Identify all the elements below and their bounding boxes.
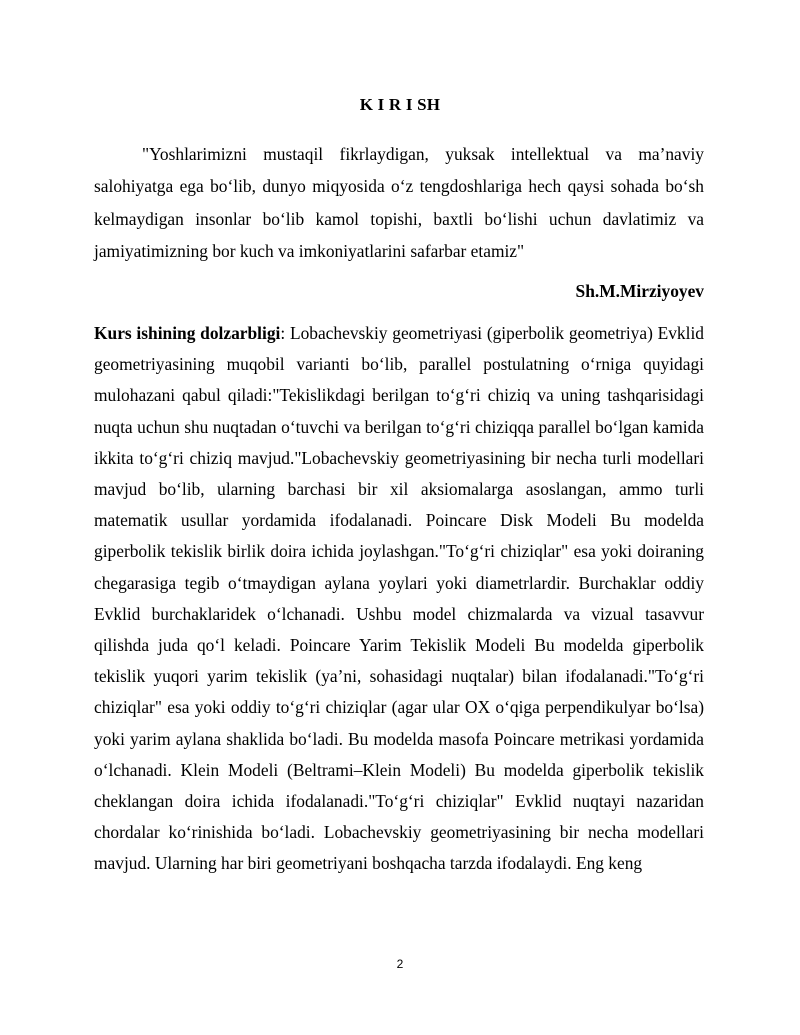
section-heading: K I R I SH (359, 95, 441, 114)
paragraph-lead: Kurs ishining dolzarbligi (94, 323, 281, 343)
page-number: 2 (396, 957, 404, 971)
paragraph-body: Lobachevskiy geometriyasi (giperbolik geometriya) Evklid geometriyasining muqobil varianti bo‘lib, parallel postulatning o‘rniga quyidagi mulohazani qabul qiladi:"Tekislikdagi berilgan to‘g‘ri chiziq va uning tashqarisidagi nuqta uchun shu nuqtadan o‘tuvchi va berilgan to‘g‘ri chiziqqa parallel bo‘lgan kamida ikkita to‘g‘ri chiziq mavjud."Lobachevskiy geometriyasining bir necha turli modellari mavjud bo‘lib, ularning barchasi bir xil aksiomalarga asoslangan, ammo turli matematik usullar yordamida ifodalanadi. Poincare Disk Modeli Bu modelda giperbolik tekislik birlik doira ichida joylashgan."To‘g‘ri chiziqlar" esa yoki doiraning chegarasiga tegib o‘tmaydigan aylana yoylari yoki diametrlardir. Burchaklar oddiy Evklid burchaklaridek o‘lchanadi. Ushbu model chizmalarda va vizual tasavvur qilishda juda qo‘l keladi. Poincare Yarim Tekislik Modeli Bu modelda giperbolik tekislik yuqori yarim tekislik (ya’ni, sohasidagi nuqtalar) bilan ifodalanadi."To‘g‘ri chiziqlar" esa yoki oddiy to‘g‘ri chiziqlar (agar ular OX o‘qiga perpendikulyar bo‘lsa) yoki yarim aylana shaklida bo‘ladi. Bu modelda masofa Poincare metrikasi yordamida o‘lchanadi. Klein Modeli (Beltrami–Klein Modeli) Bu modelda giperbolik tekislik cheklangan doira ichida ifodalanadi."To‘g‘ri chiziqlar" Evklid nuqtayi nazaridan chordalar ko‘rinishida bo‘ladi. Lobachevskiy geometriyasining bir necha modellari mavjud. Ularning har biri geometriyani boshqacha tarzda ifodalaydi. Eng keng (94, 323, 704, 874)
body-paragraph (94, 318, 704, 880)
paragraph-separator: : (280, 323, 290, 343)
quote-author: Sh.M.Mirziyoyev (575, 281, 704, 301)
epigraph-quote: "Yoshlarimizni mustaqil fikrlaydigan, yuksak intellektual va ma’naviy salohiyatga ega bo‘lib, dunyo miqyosida o‘z tengdoshlariga hech qaysi sohada bo‘sh kelmaydigan insonlar bo‘lib kamol topishi, baxtli bo‘lishi uchun davlatimiz va jamiyatimizning bor kuch va imkoniyatlarini safarbar etamiz" (94, 144, 704, 262)
